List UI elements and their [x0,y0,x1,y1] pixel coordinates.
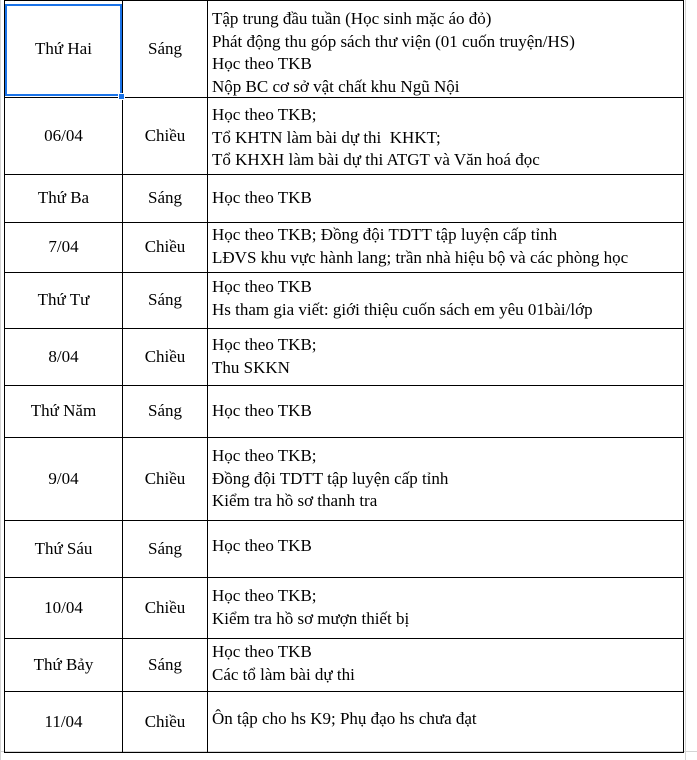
activity-line: Học theo TKB [212,277,312,296]
activity-line: Thu SKKN [212,357,290,377]
activity-line: Phát động thu góp sách thư viện (01 cuốn truyện/HS) [212,31,575,51]
activity-line: Ôn tập cho hs K9; Phụ đạo hs chưa đạt [212,709,477,728]
activity-line: Tập trung đầu tuần (Học sinh mặc áo đỏ) [212,9,492,28]
activity-cell[interactable] [212,445,448,513]
activity-cell[interactable] [212,641,355,686]
activity-cell[interactable] [212,276,593,321]
session-cell[interactable]: Sáng [148,654,182,674]
activity-cell[interactable] [212,535,312,558]
activity-line: Tổ KHTN làm bài dự thi KHKT; [212,127,441,147]
session-cell[interactable]: Sáng [148,538,182,558]
session-cell[interactable]: Chiều [144,597,186,617]
activity-line: Học theo TKB; [212,586,317,605]
session-cell[interactable]: Chiều [144,237,186,256]
day-cell[interactable]: 9/04 [48,468,79,488]
day-cell[interactable]: Thứ Bảy [33,654,94,674]
activity-line: Học theo TKB; [212,446,317,465]
activity-line: LĐVS khu vực hành lang; trần nhà hiệu bộ và các phòng học [212,247,629,267]
day-cell[interactable]: 10/04 [44,597,83,617]
activity-line: Học theo TKB [212,642,312,661]
day-cell[interactable]: 06/04 [44,125,83,145]
activity-cell[interactable] [212,400,312,423]
session-cell[interactable]: Sáng [148,290,182,309]
fill-handle[interactable] [118,93,125,100]
activity-line: Hs tham gia viết: giới thiệu cuốn sách em yêu 01bài/lớp [212,299,593,319]
session-cell[interactable]: Chiều [144,468,186,488]
day-cell[interactable]: Thứ Hai [35,38,92,58]
activity-line: Đồng đội TDTT tập luyện cấp tỉnh [212,468,449,488]
gridline [685,0,686,760]
activity-line: Tổ KHXH làm bài dự thi ATGT và Văn hoá đọc [212,150,540,169]
activity-cell[interactable] [212,224,628,269]
activity-cell[interactable] [212,708,477,731]
activity-line: Học theo TKB [212,401,312,420]
activity-line: Kiểm tra hồ sơ thanh tra [212,491,378,510]
table-border-right [683,0,684,752]
activity-line: Học theo TKB [212,188,312,207]
day-cell[interactable]: Thứ Sáu [34,538,93,558]
session-cell[interactable]: Chiều [144,711,186,731]
activity-line: Kiểm tra hồ sơ mượn thiết bị [212,608,410,628]
activity-cell[interactable] [212,104,540,172]
table-border-col2 [207,0,208,752]
session-cell[interactable]: Sáng [148,188,182,207]
row-border [4,752,684,753]
table-border-top [4,0,684,1]
gridline [0,0,1,760]
activity-line: Học theo TKB; [212,335,317,354]
activity-line: Nộp BC cơ sở vật chất khu Ngũ Nội [212,76,460,96]
day-cell[interactable]: 11/04 [44,711,83,731]
activity-cell[interactable] [212,8,575,98]
day-cell[interactable]: Thứ Ba [37,188,90,207]
activity-line: Học theo TKB; Đồng đội TDTT tập luyện cấp tỉnh [212,225,558,244]
activity-cell[interactable] [212,585,409,630]
activity-cell[interactable] [212,187,312,210]
session-cell[interactable]: Sáng [148,38,182,58]
activity-line: Học theo TKB; [212,105,317,124]
activity-line: Học theo TKB [212,536,312,555]
day-cell[interactable]: 8/04 [48,346,79,366]
activity-cell[interactable] [212,334,317,379]
day-cell[interactable]: Thứ Năm [30,401,97,420]
day-cell[interactable]: 7/04 [48,237,79,256]
activity-line: Học theo TKB [212,54,312,73]
session-cell[interactable]: Chiều [144,125,186,145]
activity-line: Các tổ làm bài dự thi [212,664,355,684]
session-cell[interactable]: Sáng [148,401,182,420]
session-cell[interactable]: Chiều [144,346,186,366]
day-cell[interactable]: Thứ Tư [37,290,90,309]
cell-selection [5,4,122,96]
